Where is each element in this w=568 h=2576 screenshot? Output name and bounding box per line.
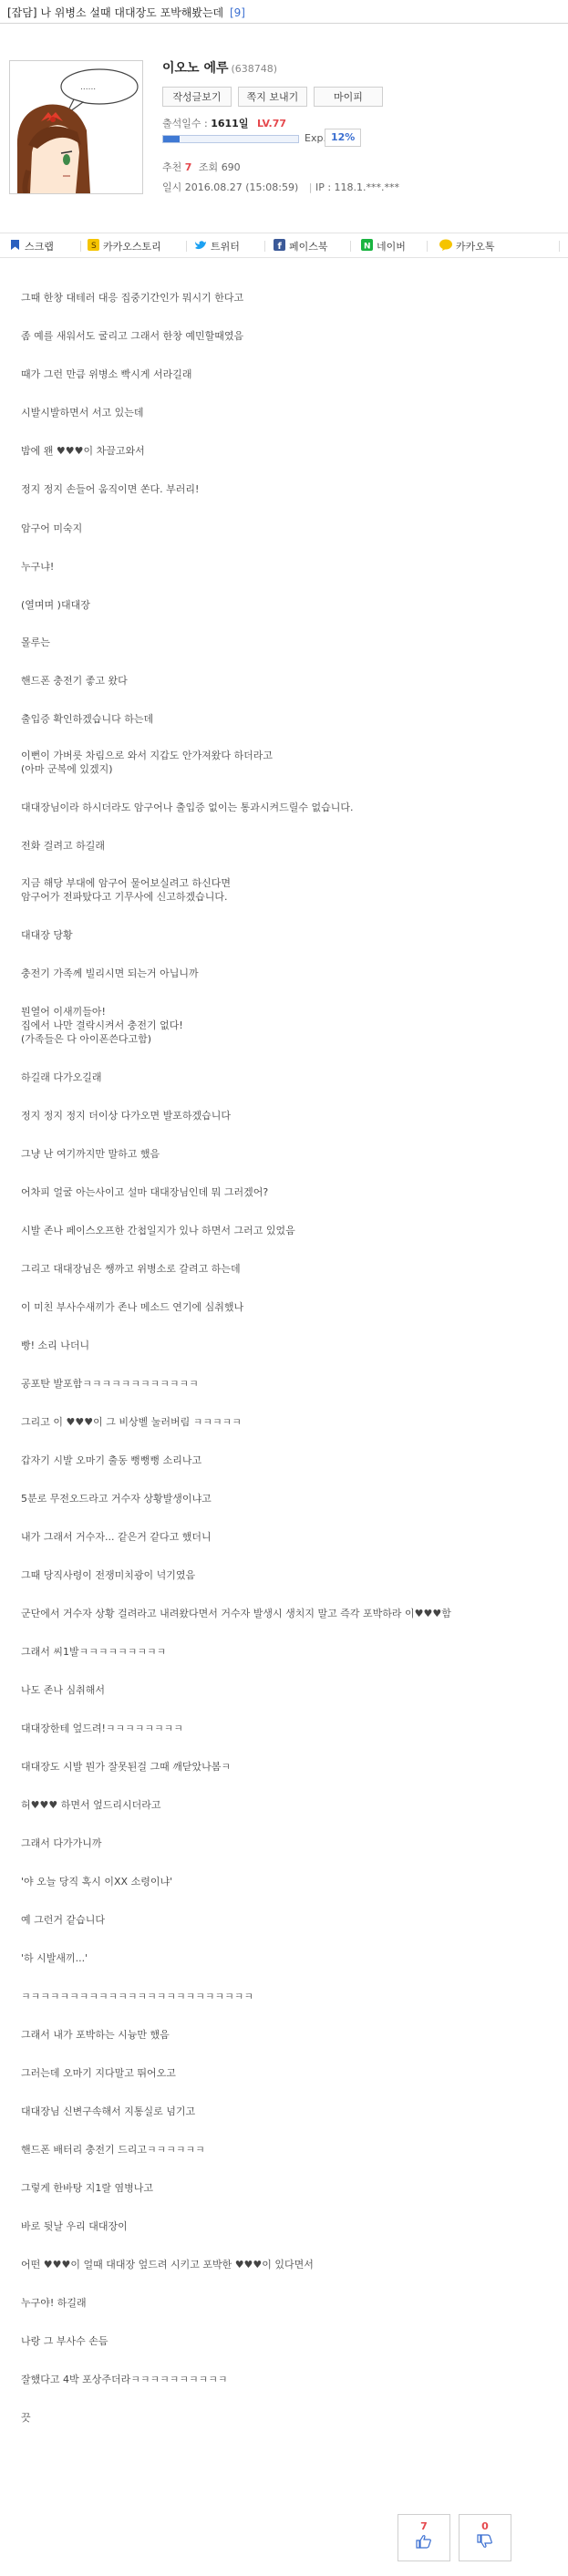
body-line: 끗 xyxy=(21,2412,31,2424)
share-twitter-label: 트위터 xyxy=(211,241,240,253)
meta-line xyxy=(162,180,399,194)
body-line: 나랑 그 부사수 손듬 xyxy=(21,2335,108,2347)
share-divider xyxy=(186,241,187,252)
share-kakaostory[interactable] xyxy=(88,239,161,253)
speech-bubble-text: ...... xyxy=(80,83,97,92)
avatar xyxy=(9,60,143,194)
views-label: 조회 xyxy=(198,161,219,173)
share-kakaotalk[interactable] xyxy=(439,239,495,253)
share-divider xyxy=(80,241,81,252)
body-line: 몰루는 xyxy=(21,636,50,648)
exp-percent: 12% xyxy=(325,129,361,147)
author-name[interactable]: 이오노 에루 xyxy=(162,61,229,76)
body-line: 그래서 내가 포박하는 시늉만 했음 xyxy=(21,2029,170,2041)
thumbs-up-icon xyxy=(398,2534,449,2552)
body-line: 이 미친 부사수새끼가 존나 메소드 연기에 심취했나 xyxy=(21,1301,244,1313)
share-bar xyxy=(0,233,568,258)
recommend-value: 7 xyxy=(184,161,192,173)
downvote-button[interactable] xyxy=(459,2514,511,2561)
body-line: 갑자기 시발 오마기 출동 뻥뻥뻥 소리나고 xyxy=(21,1454,202,1466)
share-divider xyxy=(427,241,428,252)
body-line: 좀 예를 새워서도 굴리고 그래서 한창 예민할때였음 xyxy=(21,330,244,342)
body-line: 빵! 소리 나더니 xyxy=(21,1340,90,1351)
share-naver-label: 네이버 xyxy=(377,241,406,253)
body-line: 이뻔이 가버릇 차림으로 와서 지갑도 안가져왔다 하더라고 xyxy=(21,750,274,761)
naver-icon xyxy=(361,239,373,253)
exp-progress-fill xyxy=(163,136,180,142)
body-line: 허♥♥♥ 하면서 엎드리시더라고 xyxy=(21,1799,161,1811)
body-line: '하 시발새끼...' xyxy=(21,1952,88,1964)
body-line: 어떤 ♥♥♥이 얼때 대대장 엎드려 시키고 포박한 ♥♥♥이 있다면서 xyxy=(21,2259,314,2271)
kakaostory-icon xyxy=(88,239,99,253)
body-line: 5분로 무전오드라고 거수자 상황발생이냐고 xyxy=(21,1493,212,1505)
upvote-button[interactable] xyxy=(398,2514,450,2561)
body-line: 하길래 다가오길래 xyxy=(21,1071,102,1083)
body-line: 잘했다고 4박 포상주더라ㅋㅋㅋㅋㅋㅋㅋㅋㅋㅋ xyxy=(21,2374,228,2385)
body-line: 그래서 씨1발ㅋㅋㅋㅋㅋㅋㅋㅋㅋ xyxy=(21,1646,167,1658)
share-kakaostory-label: 카카오스토리 xyxy=(103,241,161,253)
thumbs-down-icon xyxy=(460,2534,511,2552)
svg-text:N: N xyxy=(364,242,371,251)
body-line: 바로 뒷날 우리 대대장이 xyxy=(21,2220,128,2232)
body-line: 나도 존나 심취해서 xyxy=(21,1684,106,1696)
post-title: 나 위병소 설때 대대장도 포박해봤는데 xyxy=(40,6,224,19)
body-line: 공포탄 발포함ㅋㅋㅋㅋㅋㅋㅋㅋㅋㅋㅋㅋ xyxy=(21,1378,199,1390)
body-line: 집에서 나만 결락시켜서 충전기 없다! xyxy=(21,1019,183,1031)
body-line: 대대장도 시발 뭔가 잘못된걸 그때 깨닫았나봄ㅋ xyxy=(21,1761,232,1773)
body-line: 대대장 당황 xyxy=(21,929,73,941)
body-line: 지금 해당 부대에 암구어 물어보실려고 하신다면 xyxy=(21,877,232,889)
body-line: 그때 당직사령이 전쟁미치광이 넉기였음 xyxy=(21,1569,196,1581)
body-line: 그렇게 한바탕 지1랄 염병나고 xyxy=(21,2182,153,2194)
body-line: 대대장한테 엎드려!ㅋㅋㅋㅋㅋㅋㅋㅋ xyxy=(21,1723,183,1734)
svg-text:S: S xyxy=(91,242,97,251)
body-line: 출입증 확인하겠습니다 하는데 xyxy=(21,713,154,725)
twitter-icon xyxy=(194,240,207,253)
body-line: 핸드폰 배터리 충전기 드리고ㅋㅋㅋㅋㅋㅋ xyxy=(21,2144,205,2156)
body-line: 그냥 난 여기까지만 말하고 했음 xyxy=(21,1148,160,1160)
body-line: 전화 걸려고 하길래 xyxy=(21,840,106,852)
svg-text:f: f xyxy=(277,242,282,251)
post-title-bar xyxy=(0,0,568,24)
facebook-icon xyxy=(274,239,285,253)
body-line: 누구야! 하길래 xyxy=(21,2297,87,2309)
attendance-value: 1611일 xyxy=(211,118,249,129)
attendance-line xyxy=(162,116,286,130)
body-line: 암구어가 전파탔다고 기무사에 신고하겠습니다. xyxy=(21,891,228,903)
share-kakaotalk-label: 카카오톡 xyxy=(456,241,495,253)
view-posts-button[interactable]: 작성글보기 xyxy=(162,87,232,107)
body-line: 핸드폰 충전기 좋고 왔다 xyxy=(21,675,128,687)
author-id: (638748) xyxy=(231,63,278,75)
kakaotalk-icon xyxy=(439,239,452,253)
body-line: 군단에서 거수자 상황 걸려라고 내려왔다면서 거수자 발생시 생치지 말고 즉각 포박하라 이♥♥♥함 xyxy=(21,1608,451,1619)
share-divider xyxy=(350,241,351,252)
body-line: 암구어 미숙지 xyxy=(21,522,83,534)
body-line: 그리고 이 ♥♥♥이 그 비상벨 눌러버림 ㅋㅋㅋㅋㅋ xyxy=(21,1416,242,1428)
recommend-label: 추천 xyxy=(162,161,182,173)
author-actions xyxy=(162,87,383,107)
date-value: 2016.08.27 (15:08:59) xyxy=(184,181,299,193)
body-line: 정지 정지 손들어 움직이면 쏜다. 부러리! xyxy=(21,483,200,495)
author-name-line[interactable] xyxy=(162,58,277,77)
level-badge: LV.77 xyxy=(256,118,287,129)
body-line: (열며며 )대대장 xyxy=(21,599,90,611)
send-message-button[interactable]: 쪽지 보내기 xyxy=(238,87,307,107)
mypi-button[interactable]: 마이피 xyxy=(314,87,383,107)
body-line: 충전기 가족께 빌리시면 되는거 아닙니까 xyxy=(21,967,199,979)
share-facebook-label: 페이스북 xyxy=(289,241,328,253)
date-label: 일시 xyxy=(162,181,182,193)
body-line: 예 그런거 같습니다 xyxy=(21,1914,106,1926)
avatar-drawing xyxy=(10,61,142,193)
body-line: 그래서 다가가니까 xyxy=(21,1837,102,1849)
share-divider xyxy=(264,241,265,252)
body-line: 뭔열어 이새끼들아! xyxy=(21,1006,106,1018)
share-divider xyxy=(559,241,560,252)
body-line: 밤에 왠 ♥♥♥이 차끌고와서 xyxy=(21,445,145,457)
body-line: 누구냐! xyxy=(21,561,55,573)
body-line: 대대장님 신변구속해서 지통실로 넘기고 xyxy=(21,2105,196,2117)
share-naver[interactable] xyxy=(361,239,406,253)
comment-count[interactable]: [9] xyxy=(229,6,245,19)
body-line: 그러는데 오마기 지다말고 뛰어오고 xyxy=(21,2067,176,2079)
downvote-count: 0 xyxy=(481,2520,489,2532)
meta-divider: | xyxy=(308,181,313,193)
share-twitter[interactable] xyxy=(194,239,240,253)
body-line: 시발시발하면서 서고 있는데 xyxy=(21,407,144,419)
ip-label: IP : xyxy=(315,181,332,193)
body-line: ㅋㅋㅋㅋㅋㅋㅋㅋㅋㅋㅋㅋㅋㅋㅋㅋㅋㅋㅋㅋㅋㅋㅋㅋ xyxy=(21,1991,254,2002)
body-line: (아마 군복에 있겠지) xyxy=(21,763,113,775)
post-category: [잡담] xyxy=(7,6,37,19)
stats-line xyxy=(162,160,241,174)
body-line: (가족들은 다 아이폰쓴다고함) xyxy=(21,1033,152,1045)
ip-value: 118.1.***.*** xyxy=(334,181,400,193)
body-line: 어차피 얼굴 아는사이고 설마 대대장님인데 뭐 그러겠어? xyxy=(21,1186,269,1198)
attendance-label: 출석일수 : xyxy=(162,118,208,129)
body-line: 시발 존나 페이스오프한 간첩일지가 있나 하면서 그러고 있었음 xyxy=(21,1225,295,1236)
exp-progress-bar xyxy=(162,135,299,143)
body-line: 대대장님이라 하시더라도 암구어나 출입증 없이는 통과시켜드릴수 없습니다. xyxy=(21,802,354,813)
body-line: 그리고 대대장님은 쌩까고 위병소로 갈려고 하는데 xyxy=(21,1263,241,1275)
body-line: 그때 한창 대테러 대응 집중기간인가 뭐시기 한다고 xyxy=(21,292,244,304)
share-scrap[interactable] xyxy=(9,239,54,253)
exp-label: Exp. xyxy=(305,132,326,144)
share-scrap-label: 스크랩 xyxy=(25,241,54,253)
body-line: 때가 그런 만큼 위병소 빡시게 서라길래 xyxy=(21,368,192,380)
body-line: 내가 그래서 거수자... 같은거 같다고 했더니 xyxy=(21,1531,212,1543)
share-facebook[interactable] xyxy=(274,239,328,253)
scrap-icon xyxy=(9,239,21,253)
views-value: 690 xyxy=(221,161,241,173)
body-line: 정지 정지 정지 더이상 다가오면 발포하겠습니다 xyxy=(21,1110,232,1122)
body-line: '야 오늘 당직 혹시 이XX 소령이냐' xyxy=(21,1876,173,1888)
upvote-count: 7 xyxy=(420,2520,428,2532)
